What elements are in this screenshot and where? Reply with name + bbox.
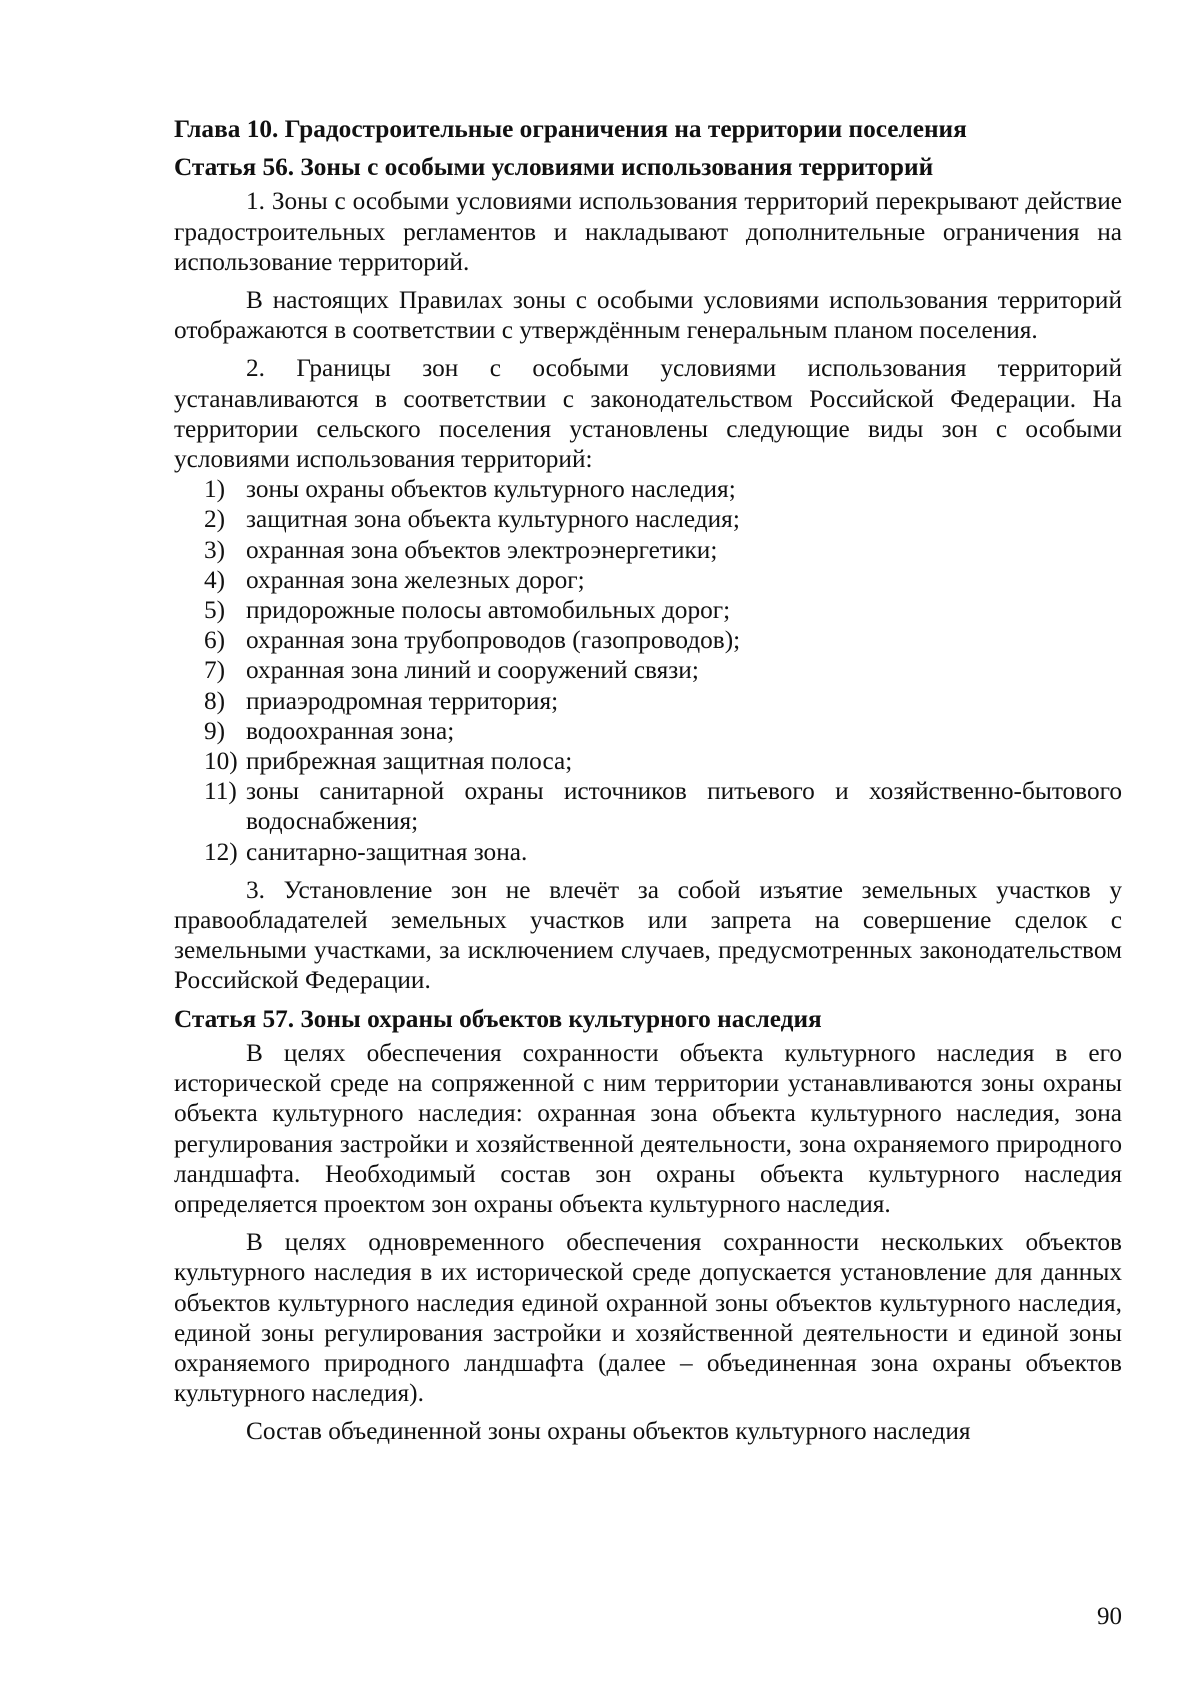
list-item-text: охранная зона железных дорог; <box>246 565 585 594</box>
list-item-text: охранная зона объектов электроэнергетики; <box>246 535 718 564</box>
list-item <box>174 686 1122 716</box>
article-56-paragraph-4: 3. Установление зон не влечёт за собой изъятие земельных участков у правообладателей земельных участков или запрета на совершение сделок с земельными участками, за исключением случаев, предусмотренных законодательством Российской Федерации. <box>174 875 1122 995</box>
zones-list <box>174 474 1122 867</box>
list-item <box>174 474 1122 504</box>
list-item-text: прибрежная защитная полоса; <box>246 747 573 776</box>
list-item-text: зоны санитарной охраны источников питьевого и хозяйственно-бытового водоснабжения; <box>246 777 1122 836</box>
list-item <box>174 535 1122 565</box>
list-item <box>174 716 1122 746</box>
list-item <box>174 655 1122 685</box>
article-57-paragraph-2: В целях одновременного обеспечения сохранности нескольких объектов культурного наследия в их исторической среде допускается установление для данных объектов культурного наследия единой охранной зоны объектов культурного наследия, единой зоны регулирования застройки и хозяйственной деятельности и единой зоны охраняемого природного ландшафта (далее – объединенная зона охраны объектов культурного наследия). <box>174 1228 1122 1408</box>
document-page <box>174 114 1122 1447</box>
list-item-text: охранная зона линий и сооружений связи; <box>246 656 699 685</box>
article-57-paragraph-3: Состав объединенной зоны охраны объектов культурного наследия <box>246 1417 971 1446</box>
list-item-number: 6) <box>204 626 226 655</box>
list-item-number: 11) <box>204 777 237 806</box>
list-item-number: 5) <box>204 596 226 625</box>
article-56-paragraph-3: 2. Границы зон с особыми условиями использования территорий устанавливаются в соответствии с законодательством Российской Федерации. На территории сельского поселения установлены следующие виды зон с особыми условиями использования территорий: <box>174 354 1122 474</box>
page-number: 90 <box>1097 1603 1122 1630</box>
list-item-text: придорожные полосы автомобильных дорог; <box>246 596 731 625</box>
article-56-title: Статья 56. Зоны с особыми условиями использования территорий <box>174 153 934 182</box>
list-item <box>174 746 1122 776</box>
list-item-text: приаэродромная территория; <box>246 686 559 715</box>
list-item-text: защитная зона объекта культурного наследия; <box>246 505 740 534</box>
list-item-number: 7) <box>204 656 226 685</box>
article-56-paragraph-2: В настоящих Правилах зоны с особыми условиями использования территорий отображаются в соответствии с утверждённым генеральным планом поселения. <box>174 286 1122 345</box>
list-item <box>174 625 1122 655</box>
list-item <box>174 776 1122 836</box>
article-57-title: Статья 57. Зоны охраны объектов культурного наследия <box>174 1004 822 1033</box>
list-item-number: 3) <box>204 535 226 564</box>
list-item-number: 10) <box>204 747 238 776</box>
list-item-text: зоны охраны объектов культурного наследия; <box>246 475 736 504</box>
list-item-text: охранная зона трубопроводов (газопроводов); <box>246 626 741 655</box>
list-item-number: 8) <box>204 686 226 715</box>
list-item <box>174 595 1122 625</box>
list-item <box>174 504 1122 534</box>
list-item-number: 9) <box>204 716 226 745</box>
article-57-paragraph-1: В целях обеспечения сохранности объекта культурного наследия в его исторической среде на сопряженной с ним территории устанавливаются зоны охраны объекта культурного наследия: охранная зона объекта культурного наследия, зона регулирования застройки и хозяйственной деятельности, зона охраняемого природного ландшафта. Необходимый состав зон охраны объекта культурного наследия определяется проектом зон охраны объекта культурного наследия. <box>174 1038 1122 1218</box>
list-item-number: 1) <box>204 475 226 504</box>
list-item <box>174 837 1122 867</box>
list-item-text: водоохранная зона; <box>246 716 455 745</box>
list-item-number: 2) <box>204 505 226 534</box>
list-item <box>174 565 1122 595</box>
list-item-number: 12) <box>204 837 238 866</box>
chapter-title: Глава 10. Градостроительные ограничения на территории поселения <box>174 115 967 143</box>
list-item-text: санитарно-защитная зона. <box>246 837 528 866</box>
article-56-paragraph-1: 1. Зоны с особыми условиями использования территорий перекрывают действие градостроительных регламентов и накладывают дополнительные ограничения на использование территорий. <box>174 187 1122 276</box>
list-item-number: 4) <box>204 565 226 594</box>
